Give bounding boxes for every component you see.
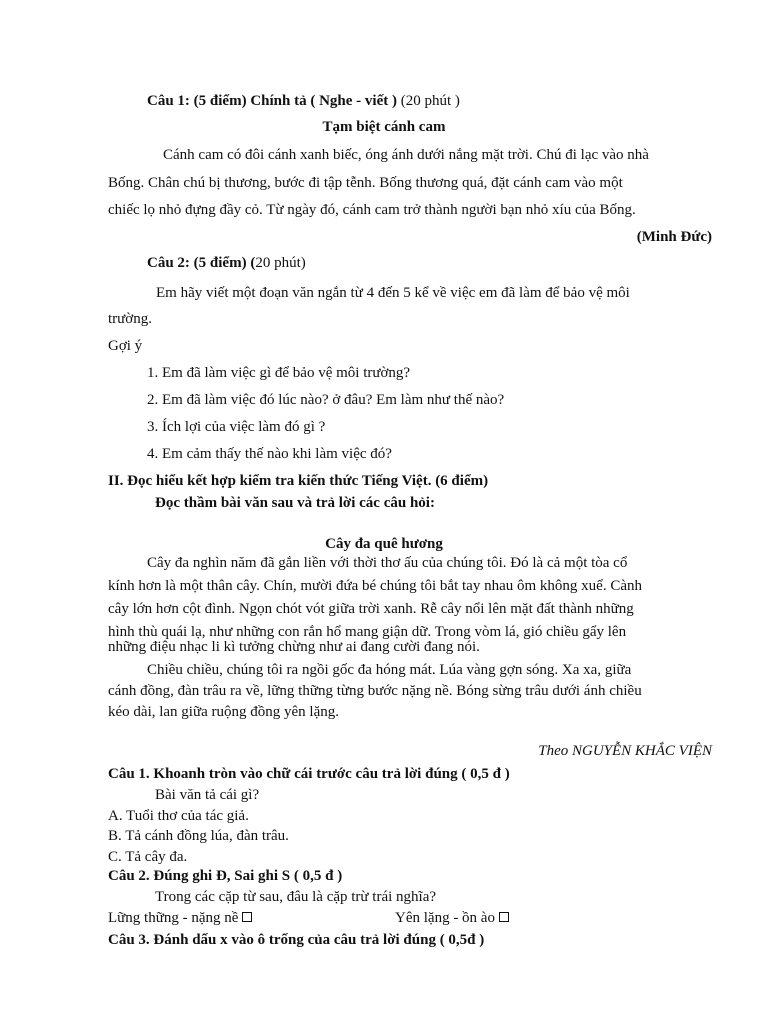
q2-hint-1: 1. Em đã làm việc gì để bảo vệ môi trường? (147, 365, 411, 381)
q2-hint-3: 3. Ích lợi của việc làm đó gì ? (147, 419, 326, 435)
q2-prompt-line-1: Em hãy viết một đoạn văn ngắn từ 4 đến 5 kể về việc em đã làm để bảo vệ môi (156, 285, 630, 301)
passage-source: Theo NGUYỄN KHẮC VIỆN (538, 743, 712, 759)
c1-option-a[interactable]: A. Tuổi thơ của tác giả. (108, 808, 249, 824)
q1-heading-time: (20 phút ) (396, 93, 460, 109)
c1-option-c[interactable]: C. Tả cây đa. (108, 849, 188, 865)
q1-heading (147, 91, 460, 111)
c2-prompt: Trong các cặp từ sau, đâu là cặp trừ trái nghĩa? (155, 889, 437, 905)
c2-pair-1 (108, 908, 252, 928)
q2-hint-label: Gợi ý (108, 338, 143, 354)
checkbox-icon[interactable] (242, 912, 252, 922)
c2-pair-1-label: Lững thững - nặng nề (108, 910, 239, 926)
q2-hint-2: 2. Em đã làm việc đó lúc nào? ở đâu? Em làm như thế nào? (147, 392, 505, 408)
q1-heading-bold: Câu 1: (5 điểm) Chính tả ( Nghe - viết ) (147, 93, 397, 109)
passage-line-1: Cây đa nghìn năm đã gắn liền với thời thơ ấu của chúng tôi. Đó là cả một tòa cổ (147, 555, 628, 571)
c1-prompt: Bài văn tả cái gì? (155, 787, 260, 803)
q1-author: (Minh Đức) (636, 229, 712, 245)
c3-heading: Câu 3. Đánh dấu x vào ô trống của câu trả lời đúng ( 0,5đ ) (108, 932, 485, 948)
passage-title: Cây đa quê hương (325, 536, 443, 552)
passage-line-3: cây lớn hơn cột đình. Ngọn chót vót giữa trời xanh. Rễ cây nổi lên mặt đất thành những (108, 601, 634, 617)
c2-pair-2-label: Yên lặng - ồn ào (395, 910, 495, 926)
c2-pair-2 (395, 908, 509, 928)
passage-line-4: hình thù quái lạ, như những con rắn hổ mang giận dữ. Trong vòm lá, gió chiều gẩy lên (108, 624, 627, 640)
q1-para-line-2: Bống. Chân chú bị thương, bước đi tập tễnh. Bống thương quá, đặt cánh cam vào một (108, 175, 623, 191)
q1-title: Tạm biệt cánh cam (322, 119, 446, 135)
passage-line-5: những điệu nhạc li kì tưởng chừng như ai đang cười đang nói. (108, 639, 480, 655)
passage-line-6: Chiều chiều, chúng tôi ra ngồi gốc đa hóng mát. Lúa vàng gợn sóng. Xa xa, giữa (147, 662, 632, 678)
q2-heading (147, 253, 306, 273)
c2-heading: Câu 2. Đúng ghi Đ, Sai ghi S ( 0,5 đ ) (108, 868, 343, 884)
q2-heading-bold: Câu 2: (5 điểm) ( (147, 255, 256, 271)
passage-line-8: kéo dài, lan giữa ruộng đồng yên lặng. (108, 704, 339, 720)
passage-line-7: cánh đồng, đàn trâu ra về, lững thững từng bước nặng nề. Bóng sừng trâu dưới ánh chiều (108, 683, 642, 699)
q2-hint-4: 4. Em cảm thấy thế nào khi làm việc đó? (147, 446, 392, 462)
checkbox-icon[interactable] (499, 912, 509, 922)
section2-heading: II. Đọc hiểu kết hợp kiểm tra kiến thức Tiếng Việt. (6 điểm) (108, 473, 489, 489)
q2-prompt-line-2: trường. (108, 311, 152, 327)
c1-heading: Câu 1. Khoanh tròn vào chữ cái trước câu trả lời đúng ( 0,5 đ ) (108, 766, 510, 782)
section2-instruction: Đọc thầm bài văn sau và trả lời các câu hỏi: (155, 495, 435, 511)
q2-heading-time: 20 phút) (255, 255, 306, 271)
q1-para-line-3: chiếc lọ nhỏ đựng đầy cỏ. Từ ngày đó, cánh cam trở thành người bạn nhỏ xíu của Bống. (108, 202, 636, 218)
q1-para-line-1: Cánh cam có đôi cánh xanh biếc, óng ánh dưới nắng mặt trời. Chú đi lạc vào nhà (163, 147, 649, 163)
c1-option-b[interactable]: B. Tả cánh đồng lúa, đàn trâu. (108, 828, 289, 844)
passage-line-2: kính hơn là một thân cây. Chín, mười đứa bé chúng tôi bắt tay nhau ôm không xuể. Cành (108, 578, 642, 594)
